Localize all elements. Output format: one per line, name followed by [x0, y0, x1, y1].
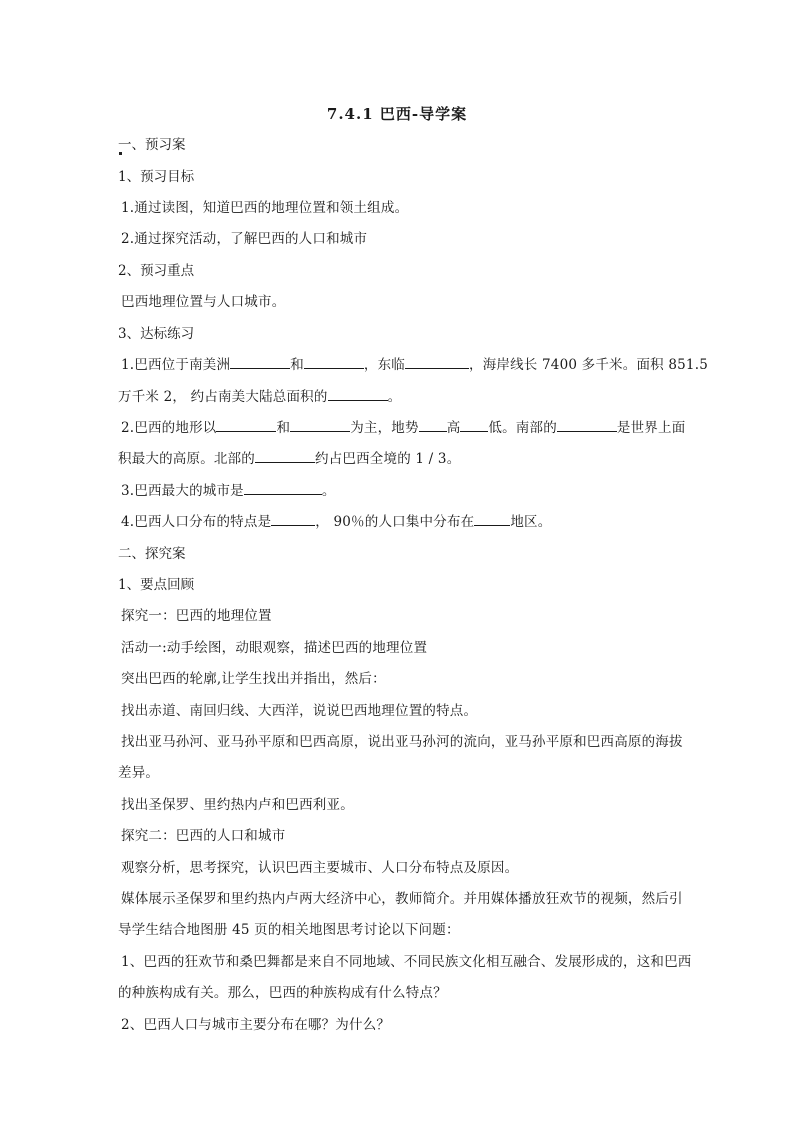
question-2-text-c: 为主，地势: [350, 420, 419, 436]
fill-blank[interactable]: [557, 419, 617, 432]
fill-blank[interactable]: [290, 419, 350, 432]
goal-item-2: 2.通过探究活动，了解巴西的人口和城市: [121, 231, 368, 247]
question-1-text-b: 和: [290, 357, 304, 373]
explore-2-heading: 探究二：巴西的人口和城市: [121, 828, 286, 844]
paragraph-2: 找出赤道、南回归线、大西洋，说说巴西地理位置的特点。: [121, 703, 478, 719]
question-2-text-a: 2.巴西的地形以: [121, 420, 217, 436]
question-1-text-f: 。: [387, 389, 402, 405]
question-1-line-2: [118, 385, 401, 405]
question-2-text-b: 和: [276, 420, 291, 436]
question-4-text-b: ， 90％的人口集中分布在: [315, 514, 475, 530]
paragraph-1: 突出巴西的轮廓,让学生找出并指出，然后：: [121, 671, 386, 687]
question-4-text-a: 4.巴西人口分布的特点是: [121, 514, 272, 530]
question-1-text-d: ，海岸线长 7400 多千米。面积 851.5: [469, 357, 708, 373]
fill-blank[interactable]: [304, 356, 364, 369]
question-1-text-c: ，东临: [363, 357, 405, 373]
question-1-text-e: 万千米 2， 约占南美大陆总面积的: [118, 389, 328, 405]
paragraph-7-line-2: 的种族构成有关。那么，巴西的种族构成有什么特点？: [118, 985, 447, 1001]
question-2-text-d: 高: [446, 420, 461, 436]
question-1-text-a: 1.巴西位于南美洲: [121, 357, 231, 373]
question-4-text-c: 地区。: [510, 514, 552, 530]
paragraph-3-line-1: 找出亚马孙河、亚马孙平原和巴西高原，说出亚马孙河的流向，亚马孙平原和巴西高原的海拔: [121, 734, 683, 750]
question-3: [121, 479, 336, 499]
fill-blank[interactable]: [255, 450, 315, 463]
question-3-text-a: 3.巴西最大的城市是: [121, 483, 244, 499]
fill-blank[interactable]: [244, 482, 322, 495]
fill-blank[interactable]: [405, 356, 469, 369]
focus-text: 巴西地理位置与人口城市。: [121, 294, 286, 310]
question-4: [121, 510, 551, 530]
fill-blank[interactable]: [419, 419, 447, 432]
subheading-goals: 1、预习目标: [118, 169, 195, 185]
question-2-text-h: 约占巴西全境的 1 / 3。: [315, 451, 461, 467]
fill-blank[interactable]: [474, 513, 510, 526]
subheading-review: 1、要点回顾: [118, 577, 195, 593]
explore-1-heading: 探究一：巴西的地理位置: [121, 608, 272, 624]
question-2-text-f: 是世界上面: [616, 420, 686, 436]
paragraph-6-line-1: 媒体展示圣保罗和里约热内卢两大经济中心，教师简介。并用媒体播放狂欢节的视频，然后引: [121, 891, 683, 907]
question-2-text-e: 低。南部的: [488, 420, 557, 436]
paragraph-5: 观察分析，思考探究，认识巴西主要城市、人口分布特点及原因。: [121, 860, 519, 876]
question-1-line-1: [121, 353, 708, 373]
section-heading-preview: 一、预习案: [118, 137, 186, 153]
paragraph-3-line-2: 差异。: [118, 765, 160, 781]
goal-item-1: 1.通过读图，知道巴西的地理位置和领土组成。: [121, 200, 409, 216]
activity-1: 活动一:动手绘图，动眼观察，描述巴西的地理位置: [121, 640, 428, 656]
paragraph-8: 2、巴西人口与城市主要分布在哪？为什么？: [121, 1017, 391, 1033]
question-2-line-1: [121, 416, 685, 436]
fill-blank[interactable]: [216, 419, 276, 432]
document-title: 7.4.1 巴西-导学案: [326, 105, 468, 123]
paragraph-7-line-1: 1、巴西的狂欢节和桑巴舞都是来自不同地域、不同民族文化相互融合、发展形成的，这和巴西: [121, 954, 692, 970]
fill-blank[interactable]: [271, 513, 315, 526]
question-2-line-2: [118, 447, 460, 467]
fill-blank[interactable]: [328, 388, 388, 401]
subheading-practice: 3、达标练习: [118, 326, 195, 342]
paragraph-4: 找出圣保罗、里约热内卢和巴西利亚。: [121, 797, 354, 813]
question-2-text-g: 积最大的高原。北部的: [118, 451, 255, 467]
section-heading-explore: 二、探究案: [118, 546, 186, 562]
subheading-focus: 2、预习重点: [118, 263, 195, 279]
fill-blank[interactable]: [230, 356, 290, 369]
paragraph-6-line-2: 导学生结合地图册 45 页的相关地图思考讨论以下问题：: [118, 922, 460, 938]
question-3-text-b: 。: [321, 483, 336, 499]
fill-blank[interactable]: [460, 419, 488, 432]
